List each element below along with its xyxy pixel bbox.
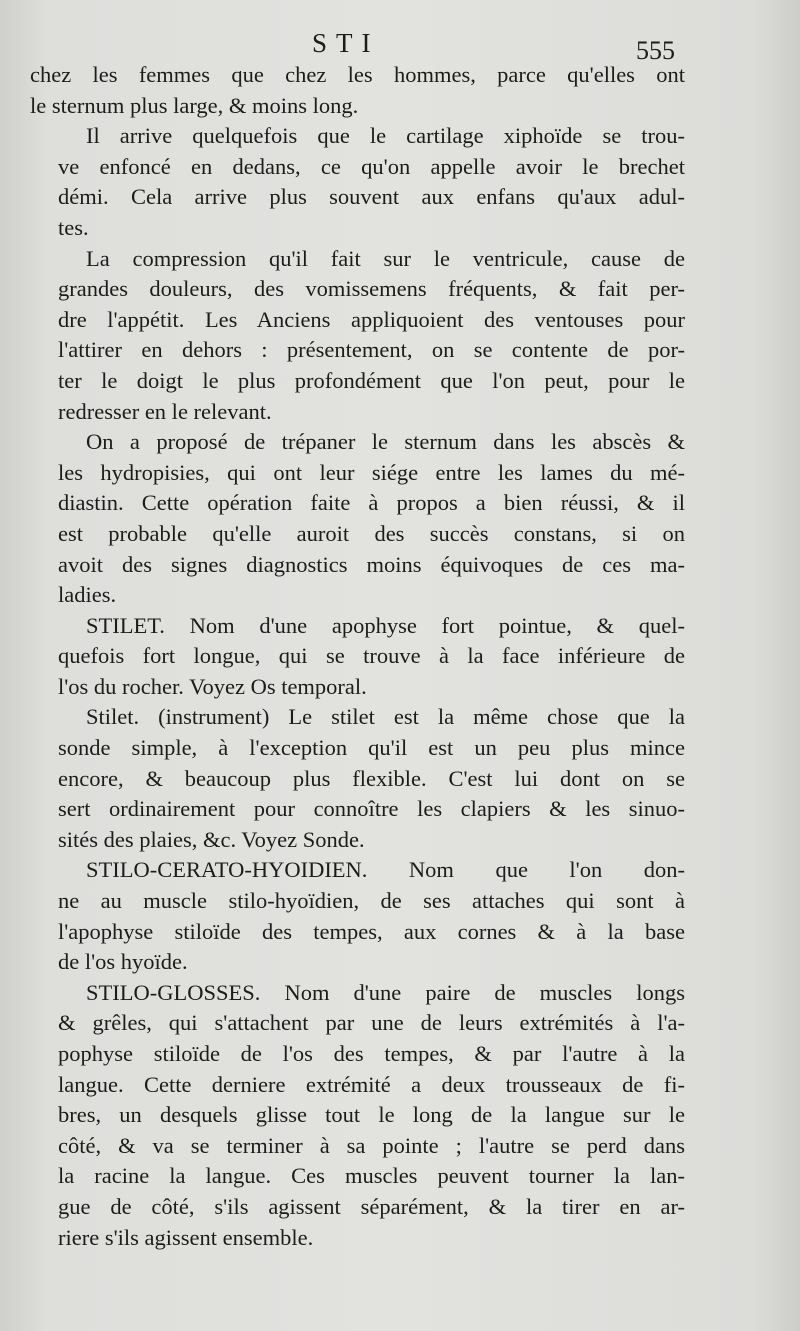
text-line: On a proposé de trépaner le sternum dans les abscès & xyxy=(86,429,685,455)
paragraph xyxy=(30,60,685,121)
text-line: l'os du rocher. Voyez Os temporal. xyxy=(58,673,367,699)
entry-stilet-instrument xyxy=(30,702,685,855)
text-line: riere s'ils agissent ensemble. xyxy=(58,1224,314,1250)
text-line: côté, & va se terminer à sa pointe ; l'autre se perd dans xyxy=(58,1132,685,1158)
text-line: les hydropisies, qui ont leur siége entre les lames du mé- xyxy=(58,459,685,485)
paragraph xyxy=(30,121,685,243)
text-line: STILO-GLOSSES. Nom d'une paire de muscles longs xyxy=(86,979,685,1005)
text-line: tes. xyxy=(58,214,89,240)
text-line: de l'os hyoïde. xyxy=(58,949,188,975)
text-line: STILET. Nom d'une apophyse fort pointue, & quel- xyxy=(86,612,685,638)
text-line: sert ordinairement pour connoître les clapiers & les sinuo- xyxy=(58,796,685,822)
text-line: ne au muscle stilo-hyoïdien, de ses attaches qui sont à xyxy=(58,888,685,914)
text-line: pophyse stiloïde de l'os des tempes, & par l'autre à la xyxy=(58,1041,685,1066)
text-line: ter le doigt le plus profondément que l'on peut, pour le xyxy=(58,367,685,393)
text-line: diastin. Cette opération faite à propos a bien réussi, & il xyxy=(58,490,685,516)
text-line: le sternum plus large, & moins long. xyxy=(30,92,359,118)
running-head: STI xyxy=(312,28,380,58)
text-line: ve enfoncé en dedans, ce qu'on appelle avoir le brechet xyxy=(58,153,685,179)
text-line: & grêles, qui s'attachent par une de leurs extrémités à l'a- xyxy=(58,1010,685,1036)
text-line: la racine la langue. Ces muscles peuvent tourner la lan- xyxy=(58,1163,685,1189)
page-header xyxy=(0,22,800,65)
text-line: dre l'appétit. Les Anciens appliquoient des ventouses pour xyxy=(58,306,685,332)
text-line: redresser en le relevant. xyxy=(58,398,272,424)
text-line: Il arrive quelquefois que le cartilage xiphoïde se trou- xyxy=(86,123,685,149)
text-line: gue de côté, s'ils agissent séparément, & la tirer en ar- xyxy=(58,1193,685,1219)
text-line: langue. Cette derniere extrémité a deux trousseaux de fi- xyxy=(58,1071,685,1097)
entry-stilo-glosses xyxy=(30,978,685,1253)
text-line: quefois fort longue, qui se trouve à la face inférieure de xyxy=(58,643,685,669)
entry-stilet xyxy=(30,611,685,703)
text-line: sités des plaies, &c. Voyez Sonde. xyxy=(58,826,365,852)
text-line: Stilet. (instrument) Le stilet est la même chose que la xyxy=(86,704,685,730)
text-line: l'attirer en dehors : présentement, on se contente de por- xyxy=(58,337,685,363)
text-line: ladies. xyxy=(58,582,117,608)
entry-stilo-cerato-hyoidien xyxy=(30,855,685,977)
text-line: avoit des signes diagnostics moins équivoques de ces ma- xyxy=(58,551,685,577)
text-line: La compression qu'il fait sur le ventricule, cause de xyxy=(86,245,685,271)
text-line: STILO-CERATO-HYOIDIEN. Nom que l'on don- xyxy=(86,857,685,883)
paragraph xyxy=(30,427,685,611)
text-line: l'apophyse stiloïde des tempes, aux cornes & à la base xyxy=(58,918,685,944)
text-line: chez les femmes que chez les hommes, parce qu'elles ont xyxy=(30,62,685,87)
paragraph xyxy=(30,244,685,428)
text-line: démi. Cela arrive plus souvent aux enfans qu'aux adul- xyxy=(58,184,685,210)
text-line: encore, & beaucoup plus flexible. C'est lui dont on se xyxy=(58,765,685,791)
page-number: 555 xyxy=(636,36,675,65)
text-line: grandes douleurs, des vomissemens fréquents, & fait per- xyxy=(58,276,685,302)
text-line: bres, un desquels glisse tout le long de la langue sur le xyxy=(58,1102,685,1128)
text-line: sonde simple, à l'exception qu'il est un peu plus mince xyxy=(58,735,685,761)
text-line: est probable qu'elle auroit des succès constans, si on xyxy=(58,520,685,546)
body-text xyxy=(30,60,685,1253)
